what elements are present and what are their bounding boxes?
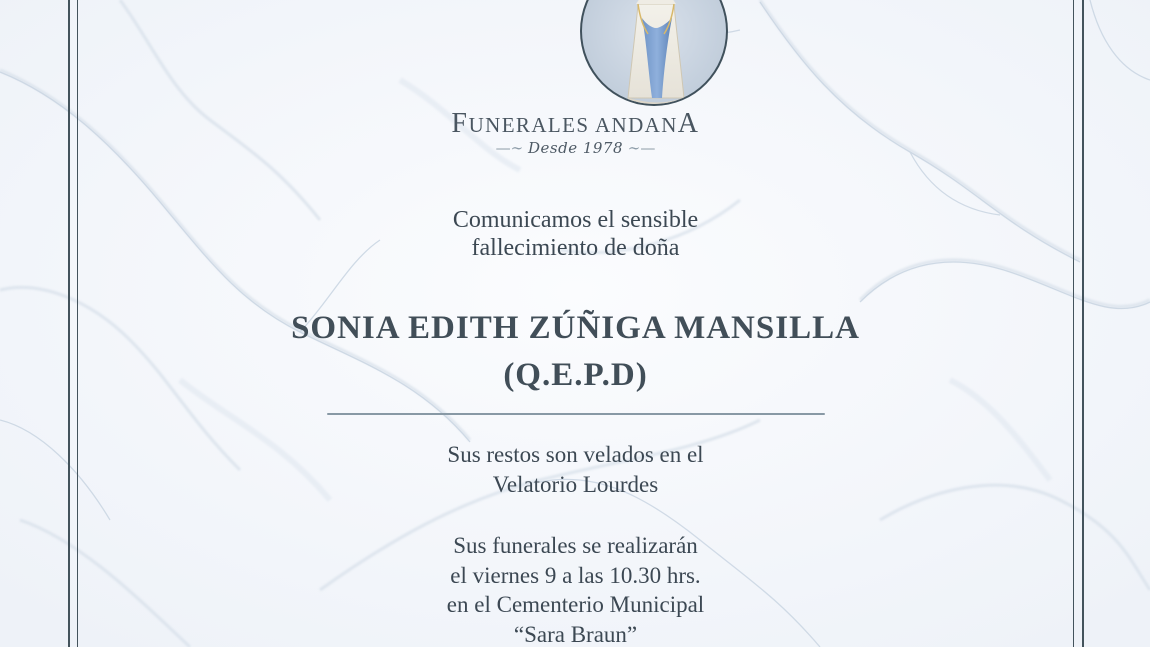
- frame-right-outer-line: [1082, 0, 1084, 647]
- tagline-left-flourish: —∼: [495, 139, 528, 157]
- brand-name: [78, 108, 1073, 140]
- brand-tagline: [78, 139, 1073, 157]
- brand-name-first-rest: UNERALES: [468, 113, 595, 137]
- obituary-card: [78, 0, 1073, 647]
- frame-right-inner-line: [1073, 0, 1074, 647]
- service-line-4: “Sara Braun”: [513, 621, 638, 647]
- service-line-3: en el Cementerio Municipal: [446, 592, 705, 617]
- service-line-1: Sus funerales se realizarán: [453, 533, 698, 558]
- brand-name-second-rest: ANDAN: [594, 113, 678, 137]
- virgin-mary-statue-image: [580, 0, 728, 106]
- deceased-name-block: [78, 305, 1073, 399]
- service-line-2: el viernes 9 a las 10.30 hrs.: [450, 562, 701, 588]
- intro-text: [78, 206, 1073, 262]
- intro-line-2: fallecimiento de doña: [471, 235, 680, 261]
- tagline-text: Desde 1978: [527, 139, 624, 157]
- tagline-right-flourish: ∼—: [623, 139, 656, 157]
- intro-line-1: Comunicamos el sensible: [452, 207, 699, 233]
- deceased-name: SONIA EDITH ZÚÑIGA MANSILLA: [291, 310, 860, 346]
- deceased-suffix: (Q.E.P.D): [503, 357, 648, 393]
- wake-line-1: Sus restos son velados en el: [447, 442, 704, 467]
- wake-info: [78, 440, 1073, 500]
- wake-line-2: Velatorio Lourdes: [492, 472, 659, 497]
- section-divider: [327, 413, 825, 415]
- service-info: [78, 531, 1073, 647]
- brand-name-initial: F: [451, 108, 469, 139]
- frame-left-outer-line: [68, 0, 70, 647]
- brand-name-final: A: [677, 108, 700, 139]
